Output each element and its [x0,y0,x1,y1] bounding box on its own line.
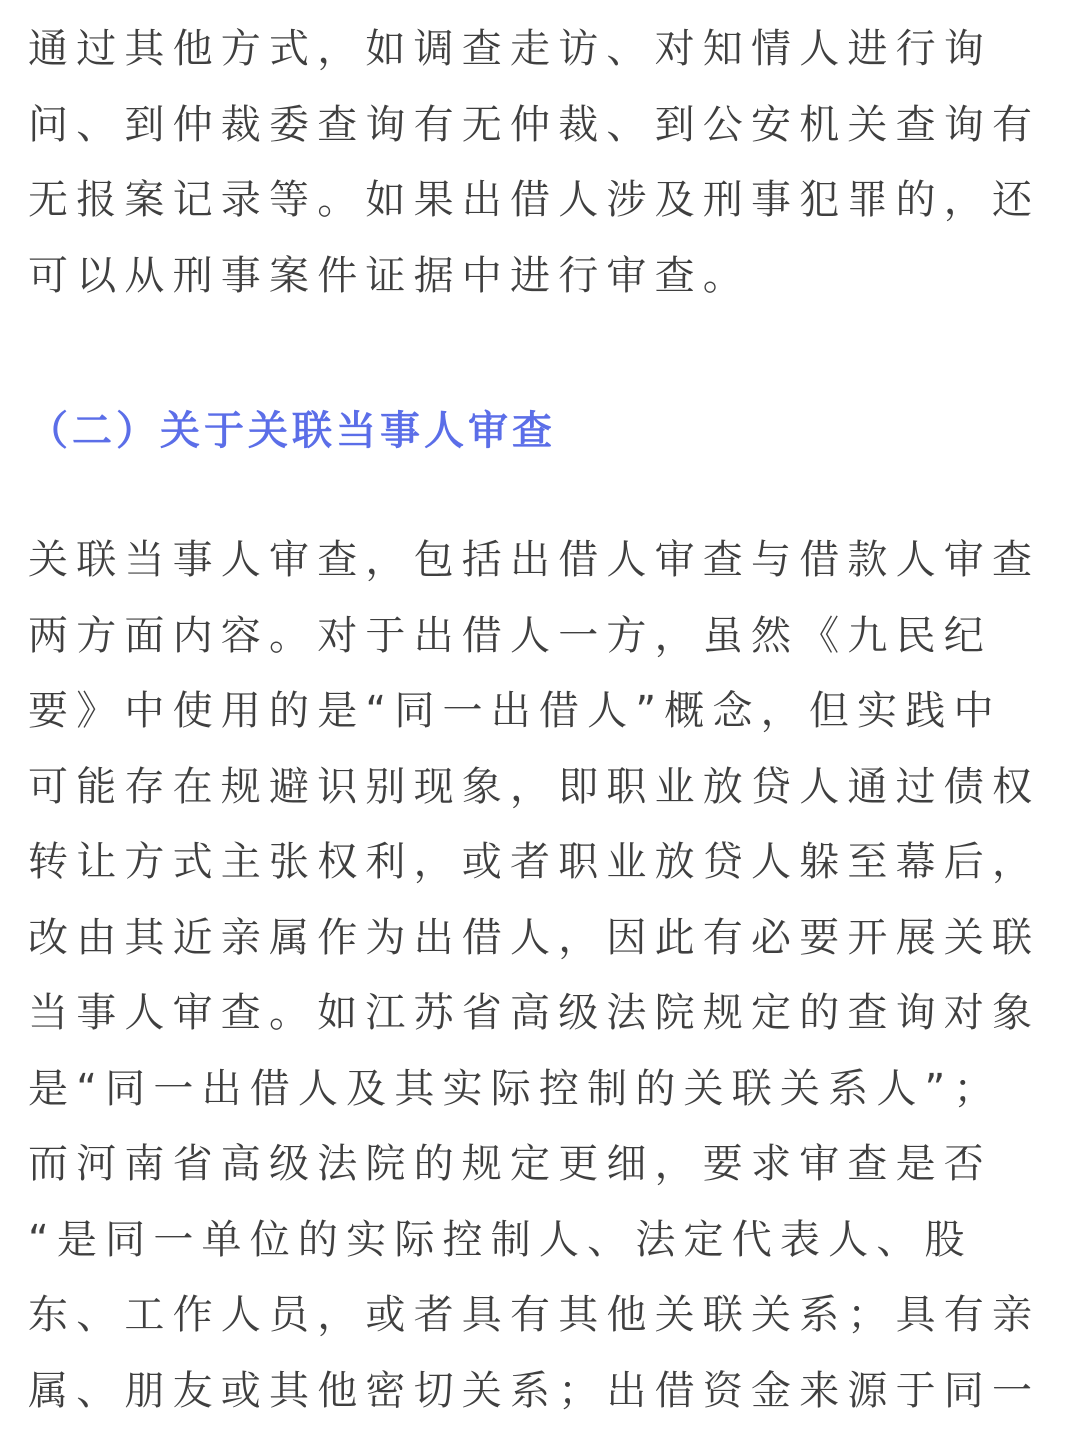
article-body [28,12,1052,1429]
text-line: 而河南省高级法院的规定更细，要求审查是否 [28,1141,992,1187]
text-line: 改由其近亲属作为出借人，因此有必要开展关联 [28,914,1041,961]
text-line: 是“同一出借人及其实际控制的关联关系人”； [28,1065,1002,1112]
section-heading: （二）关于关联当事人审查 [28,408,556,454]
text-line: 属、朋友或其他密切关系；出借资金来源于同一 [28,1367,1041,1414]
text-line: 东、工作人员，或者具有其他关联关系；具有亲 [28,1292,1041,1338]
text-line: 问、到仲裁委查询有无仲裁、到公安机关查询有 [28,101,1041,148]
text-line: 两方面内容。对于出借人一方，虽然《九民纪 [28,612,992,659]
spacer [28,469,1052,523]
text-line: 无报案记录等。如果出借人涉及刑事犯罪的，还 [28,177,1041,223]
text-line: 通过其他方式，如调查走访、对知情人进行询 [28,26,992,72]
text-line: 可能存在规避识别现象，即职业放贷人通过债权 [28,763,1041,810]
text-line: 转让方式主张权利，或者职业放贷人躲至幕后， [28,839,1041,885]
text-line: “是同一单位的实际控制人、法定代表人、股 [28,1216,973,1263]
paragraph-related-party-review [28,523,1052,1429]
text-line: 关联当事人审查，包括出借人审查与借款人审查 [28,537,1041,583]
text-line: 可以从刑事案件证据中进行审查。 [28,252,751,299]
text-line: 当事人审查。如江苏省高级法院规定的查询对象 [28,990,1041,1036]
text-line: 要》中使用的是“同一出借人”概念，但实践中 [28,688,1002,734]
paragraph-investigation [28,12,1052,314]
